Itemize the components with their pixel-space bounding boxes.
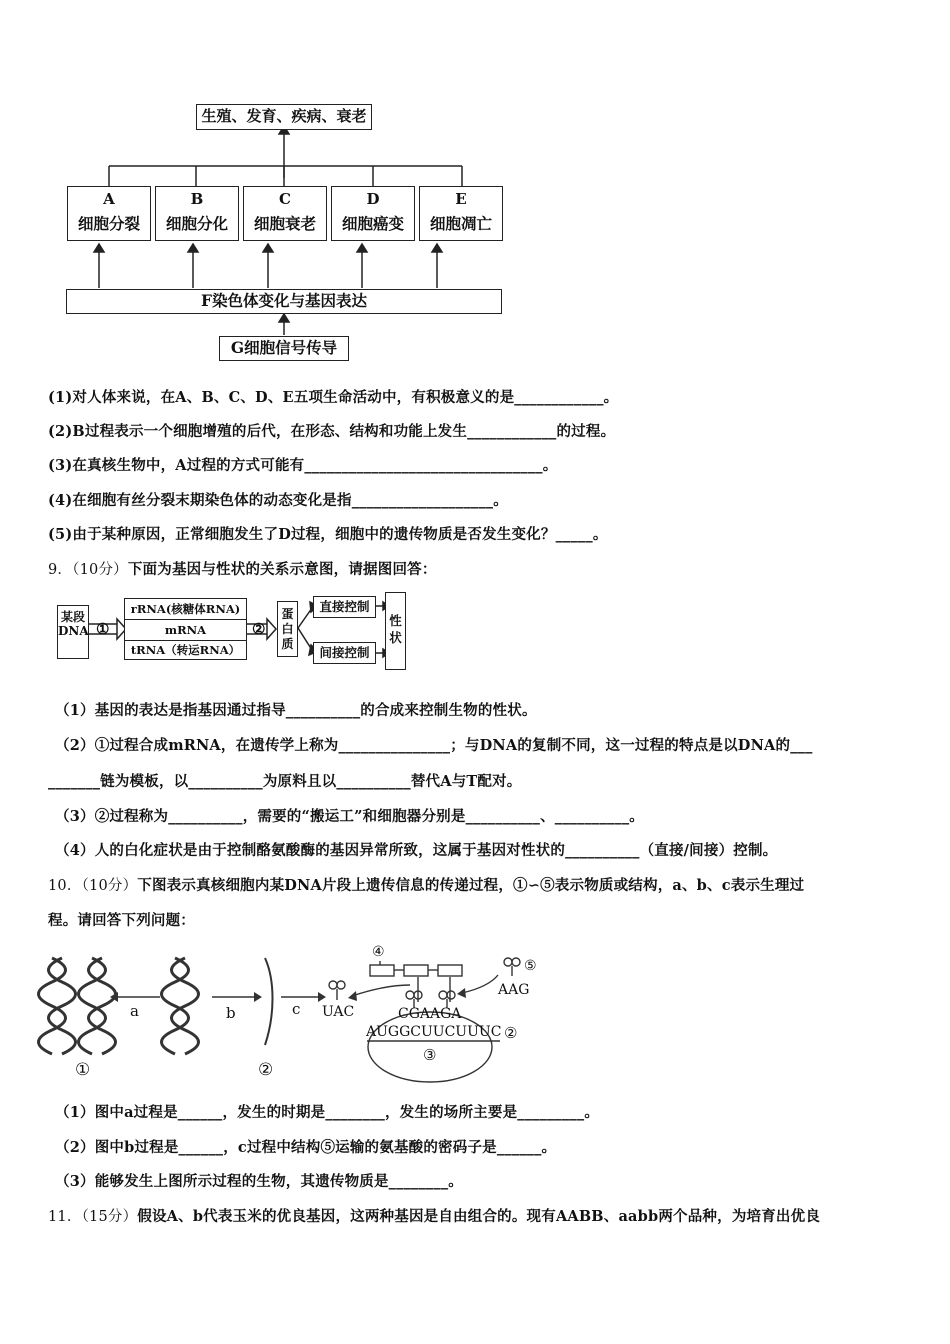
q8-line-2: (2)B过程表示一个细胞增殖的后代，在形态、结构和功能上发生____________的过程。 — [48, 423, 616, 440]
q9-line-4: （3）②过程称为__________，需要的“搬运工”和细胞器分别是__________、__________。 — [55, 808, 644, 825]
q11-score: （15分） — [81, 1209, 138, 1225]
fig1-box-d-label: 细胞癌变 — [341, 214, 404, 233]
fig1-box-e-letter: E — [455, 190, 467, 208]
q10-stem-line2: 程。请回答下列问题： — [48, 912, 195, 929]
q9-line-2: （2）①过程合成mRNA，在遗传学上称为_______________；与DNA的复制不同，这一过程的特点是以DNA的___ — [55, 737, 813, 754]
q10-line-1: （1）图中a过程是______，发生的时期是________，发生的场所主要是_________。 — [55, 1104, 600, 1121]
q9-stem: 下面为基因与性状的关系示意图，请据图回答： — [127, 561, 437, 578]
fig3-label-a: a — [130, 1002, 139, 1020]
fig2-dna-box: 某段DNA — [57, 605, 89, 659]
fig1-box-b-label: 细胞分化 — [165, 214, 228, 233]
fig1-box-a-label: 细胞分裂 — [77, 214, 140, 233]
fig3-label-c: c — [292, 1000, 301, 1018]
q9-line-5: （4）人的白化症状是由于控制酪氨酸酶的基因异常所致，这属于基因对性状的__________（直接/间接）控制。 — [55, 842, 778, 859]
q8-line-4: (4)在细胞有丝分裂末期染色体的动态变化是指___________________。 — [48, 492, 508, 509]
fig2-rrna: rRNA(核糖体RNA) — [125, 599, 246, 620]
fig3-label-b: b — [226, 1004, 236, 1022]
fig1-top-box: 生殖、发育、疾病、衰老 — [196, 104, 372, 130]
fig1-g-box: G细胞信号传导 — [219, 336, 349, 361]
fig2-direct-control: 直接控制 — [313, 596, 376, 618]
fig1-f-box: F染色体变化与基因表达 — [66, 289, 502, 314]
q9-line-3: _______链为模板，以__________为原料且以__________替代A与T配对。 — [48, 773, 522, 790]
fig1-box-b-letter: B — [190, 190, 204, 208]
q9-line-1: （1）基因的表达是指基因通过指导__________的合成来控制生物的性状。 — [55, 702, 537, 719]
fig1-box-c-label: 细胞衰老 — [253, 214, 316, 233]
fig3-cgaaga: CGAAGA — [398, 1006, 462, 1022]
fig3-label-2b: ② — [504, 1024, 518, 1042]
q10-line-3: （3）能够发生上图所示过程的生物，其遗传物质是________。 — [55, 1173, 463, 1190]
fig1-box-a-letter: A — [103, 190, 115, 208]
fig1-box-c-letter: C — [279, 190, 291, 208]
q10-score: （10分） — [81, 878, 138, 894]
q10-line-2: （2）图中b过程是______，c过程中结构⑤运输的氨基酸的密码子是______。 — [55, 1139, 557, 1156]
q11-header — [48, 1205, 820, 1226]
fig3-mrna-seq: AUGGCUUCUUUC — [366, 1024, 502, 1040]
q8-line-3: (3)在真核生物中，A过程的方式可能有________________________________。 — [48, 457, 558, 474]
fig1-box-d-letter: D — [366, 190, 380, 208]
q8-line-1: (1)对人体来说，在A、B、C、D、E五项生命活动中，有积极意义的是____________。 — [48, 389, 619, 406]
fig2-trna: tRNA（转运RNA） — [130, 643, 241, 657]
fig2-step1: ① — [96, 620, 110, 638]
fig3-uac: UAC — [322, 1004, 355, 1020]
fig2-mrna: mRNA — [125, 620, 246, 641]
q11-stem: 假设A、b代表玉米的优良基因，这两种基因是自由组合的。现有AABB、aabb两个品种，为培育出优良 — [137, 1208, 821, 1225]
fig1-box-e-label: 细胞凋亡 — [429, 214, 492, 233]
q9-number: 9． — [48, 562, 73, 578]
fig3-label-1: ① — [75, 1060, 91, 1080]
fig2-protein-box: 蛋白质 — [277, 601, 298, 657]
fig2-trait-box: 性状 — [385, 592, 406, 670]
q10-stem-line1: 下图表示真核细胞内某DNA片段上遗传信息的传递过程，①∽⑤表示物质或结构，a、b、c表示生理过 — [137, 877, 805, 894]
fig3-aag: AAG — [498, 982, 530, 998]
fig3-label-4: ④ — [372, 944, 385, 960]
q8-line-5: (5)由于某种原因，正常细胞发生了D过程，细胞中的遗传物质是否发生变化？_____。 — [48, 526, 608, 543]
fig2-step2: ② — [252, 620, 266, 638]
q9-score: （10分） — [72, 562, 128, 578]
q11-number: 11． — [48, 1209, 82, 1225]
q10-number: 10． — [48, 878, 82, 894]
fig3-label-3: ③ — [423, 1046, 437, 1064]
fig3-label-5: ⑤ — [524, 958, 537, 974]
fig2-indirect-control: 间接控制 — [313, 642, 376, 664]
fig3-label-2a: ② — [258, 1060, 274, 1080]
